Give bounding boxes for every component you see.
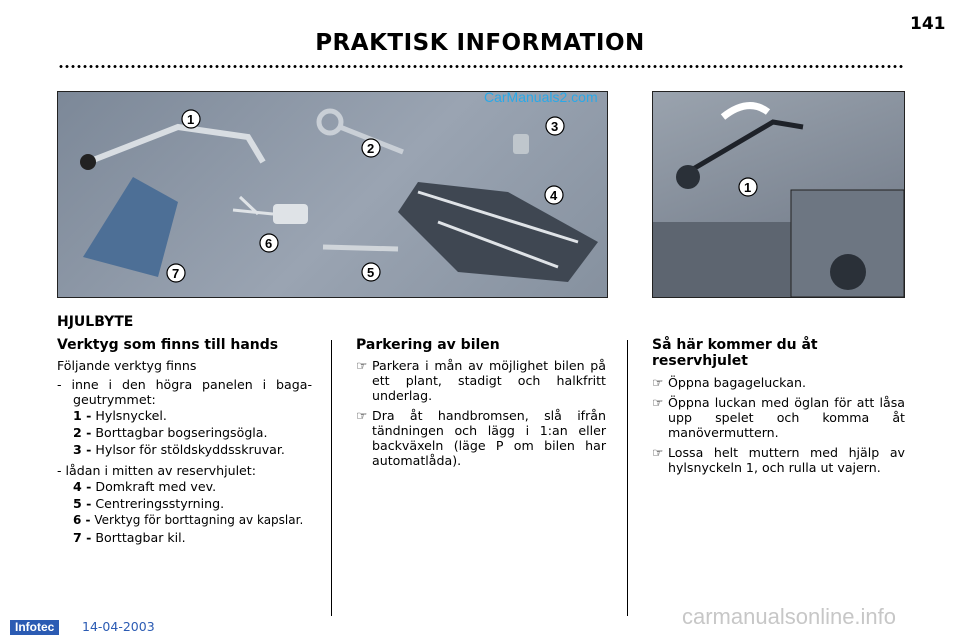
- svg-text:7: 7: [172, 266, 180, 281]
- callout-1: [182, 110, 200, 128]
- callout-3: [546, 117, 564, 135]
- centering-guide-shape: [323, 247, 398, 249]
- svg-text:1: 1: [744, 180, 752, 195]
- tools-column: [57, 337, 312, 547]
- tools-drawing: [58, 92, 607, 297]
- wheel-brace-shape: [88, 127, 263, 162]
- spare-wheel-column: [652, 337, 905, 475]
- page-title: PRAKTISK INFORMATION: [315, 30, 645, 56]
- callout-6: [260, 234, 278, 252]
- towing-eye-shape: [319, 111, 341, 133]
- list-item: ☞ Dra åt handbromsen, slå ifrån tändningen och lägg i 1:an eller backväxeln (läge P om bilen har automatlåda).: [356, 408, 606, 468]
- callout-7: [167, 264, 185, 282]
- jack-shape: [398, 182, 598, 282]
- list-item: ☞ Parkera i mån av möjlighet bilen på ett plant, stadigt och halkfritt underlag.: [356, 358, 606, 403]
- section-heading: HJULBYTE: [57, 314, 134, 330]
- spare-wheel-drawing: [653, 92, 904, 297]
- footer-date: 14-04-2003: [82, 619, 155, 634]
- list-item: 2 - Borttagbar bogseringsögla.: [73, 425, 268, 440]
- pointing-hand-icon: ☞: [652, 445, 664, 460]
- column-divider: [331, 340, 332, 616]
- pointing-hand-icon: ☞: [356, 408, 368, 423]
- wedge-shape: [83, 177, 178, 277]
- socket-shape: [513, 134, 529, 154]
- socket-wrench-shape: [688, 122, 803, 172]
- tools-group-2: - lådan i mitten av reservhjulet:: [57, 463, 256, 478]
- dotted-divider: [58, 64, 904, 69]
- rotate-arrow-shape: [723, 106, 768, 117]
- tools-illustration: [57, 91, 608, 298]
- tools-heading: Verktyg som finns till hands: [57, 337, 279, 353]
- column-divider: [627, 340, 628, 616]
- parking-column: [356, 337, 606, 468]
- callout-2: [362, 139, 380, 157]
- svg-text:1: 1: [187, 112, 195, 127]
- list-item: ☞ Lossa helt muttern med hjälp av hylsnyckeln 1, och rulla ut vajern.: [652, 445, 905, 475]
- list-item: 1 - Hylsnyckel.: [73, 408, 167, 423]
- svg-text:4: 4: [550, 188, 558, 203]
- callout-5: [362, 263, 380, 281]
- list-item: 5 - Centreringsstyrning.: [73, 496, 225, 511]
- spare-wheel-heading: Så här kommer du åt reservhjulet: [652, 337, 818, 369]
- callout-4: [545, 186, 563, 204]
- infotec-badge: Infotec: [10, 620, 59, 635]
- list-item: 4 - Domkraft med vev.: [73, 479, 217, 494]
- page-number: 141: [910, 14, 946, 34]
- cap-tool-shape: [273, 204, 308, 224]
- socket-end-shape: [80, 154, 96, 170]
- tools-intro: Följande verktyg finns: [57, 358, 197, 373]
- list-item: ☞ Öppna luckan med öglan för att låsa upp spelet och komma åt manövermuttern.: [652, 395, 905, 440]
- spare-wheel-illustration: [652, 91, 905, 298]
- list-item: 7 - Borttagbar kil.: [73, 530, 186, 545]
- callout-1: [739, 178, 757, 196]
- list-item: 6 - Verktyg för borttagning av kapslar.: [73, 513, 304, 527]
- svg-text:2: 2: [367, 141, 375, 156]
- tools-group-1: - inne i den högra panelen i baga-geutrymmet:: [57, 377, 312, 407]
- watermark: CarManuals2.com: [484, 89, 598, 105]
- list-item: ☞ Öppna bagageluckan.: [652, 375, 806, 390]
- svg-text:6: 6: [265, 236, 273, 251]
- parking-heading: Parkering av bilen: [356, 337, 500, 353]
- pointing-hand-icon: ☞: [652, 375, 664, 390]
- svg-text:3: 3: [551, 119, 559, 134]
- footer-site-watermark: carmanualsonline.info: [682, 604, 897, 629]
- pointing-hand-icon: ☞: [356, 358, 368, 373]
- pointing-hand-icon: ☞: [652, 395, 664, 410]
- list-item: 3 - Hylsor för stöldskyddsskruvar.: [73, 442, 285, 457]
- svg-text:5: 5: [367, 265, 375, 280]
